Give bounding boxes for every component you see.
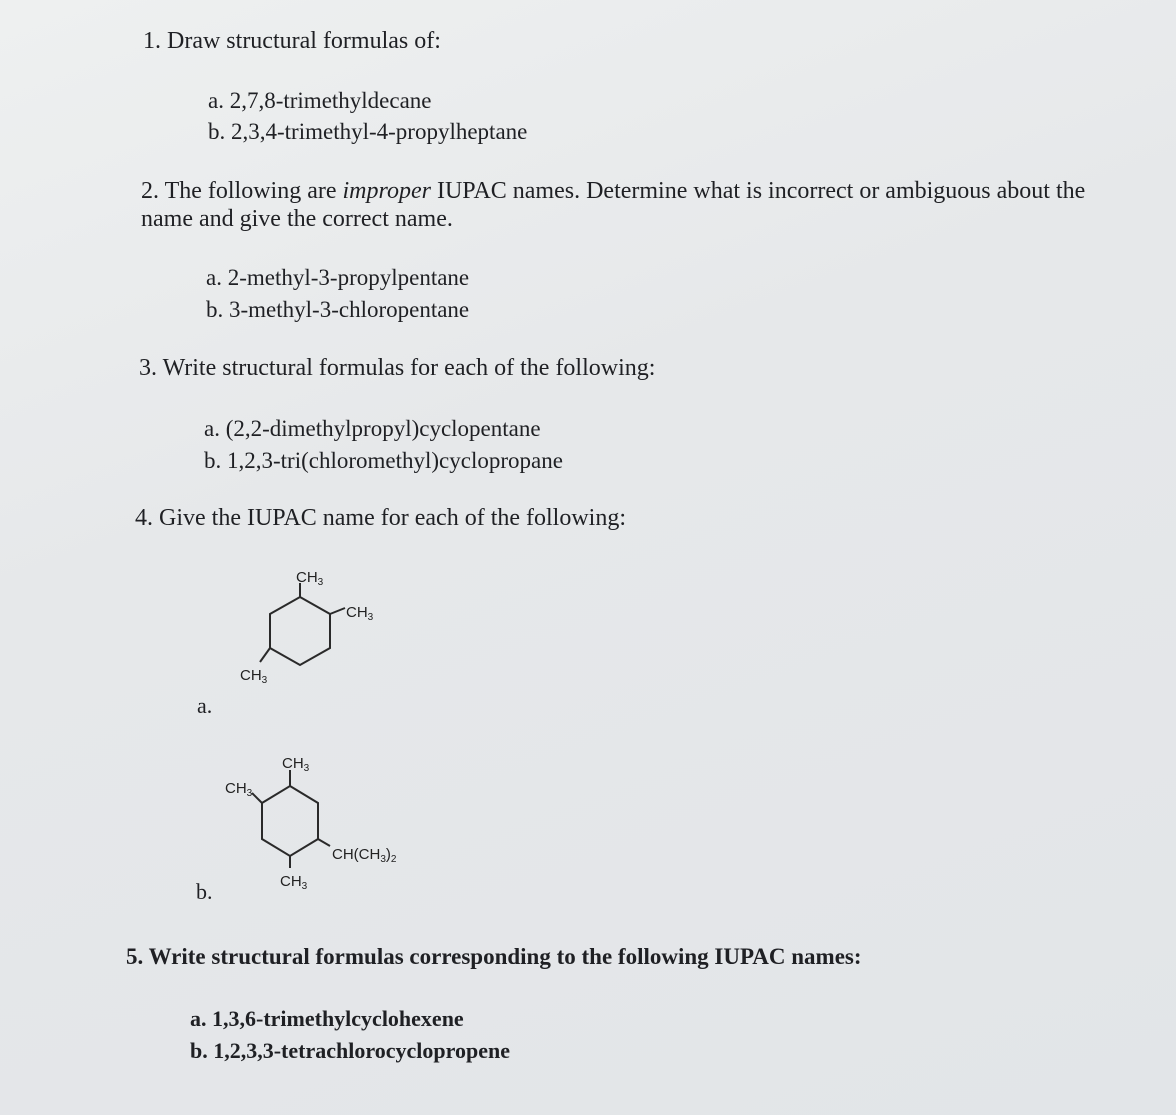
bond-left-a	[260, 648, 270, 662]
question-2-emphasis: improper	[342, 178, 431, 204]
question-5-item-a: a. 1,3,6-trimethylcyclohexene	[190, 1006, 464, 1031]
question-4-label-a: a.	[197, 693, 213, 718]
molecule-b-structure	[220, 748, 440, 898]
question-3-title: 3. Write structural formulas for each of the following:	[139, 355, 656, 381]
question-2-item-a: a. 2-methyl-3-propylpentane	[206, 265, 470, 290]
mol-b-bottom-label: $CH_3$	[280, 873, 308, 892]
question-4-label-b: b.	[196, 879, 213, 904]
mol-a-top-label: $CH_3$	[296, 570, 324, 588]
mol-b-right-label: $CH(CH_3)_2$	[332, 846, 397, 865]
bond-left-b	[252, 793, 262, 803]
mol-a-right-label: $CH_3$	[346, 604, 374, 623]
bond-right-b	[318, 839, 330, 846]
mol-a-left-label: $CH_3$	[240, 667, 268, 686]
molecule-a-structure	[230, 570, 400, 695]
question-5-item-b: b. 1,2,3,3-tetrachlorocyclopropene	[190, 1038, 510, 1063]
bond-right-a	[330, 608, 345, 614]
question-2-text-start: 2. The following are	[141, 178, 343, 204]
question-2-text-end: IUPAC names. Determine what is incorrect or ambiguous about the name and give the correct name.	[141, 178, 1086, 232]
cyclohexane-ring-b	[262, 786, 318, 856]
question-3-item-a: a. (2,2-dimethylpropyl)cyclopentane	[204, 416, 541, 441]
question-2-title	[141, 177, 1141, 233]
mol-b-left-label: $CH_3$	[225, 780, 253, 799]
question-2-item-b: b. 3-methyl-3-chloropentane	[206, 297, 470, 322]
question-4-title: 4. Give the IUPAC name for each of the following:	[135, 505, 627, 531]
question-5-title: 5. Write structural formulas corresponding to the following IUPAC names:	[126, 944, 862, 969]
question-1-title: 1. Draw structural formulas of:	[143, 28, 441, 54]
cyclohexane-ring-a	[270, 597, 330, 665]
mol-b-top-label: $CH_3$	[282, 755, 310, 774]
question-1-item-a: a. 2,7,8-trimethyldecane	[208, 88, 432, 113]
question-3-item-b: b. 1,2,3-tri(chloromethyl)cyclopropane	[204, 448, 563, 473]
question-1-item-b: b. 2,3,4-trimethyl-4-propylheptane	[208, 119, 528, 144]
